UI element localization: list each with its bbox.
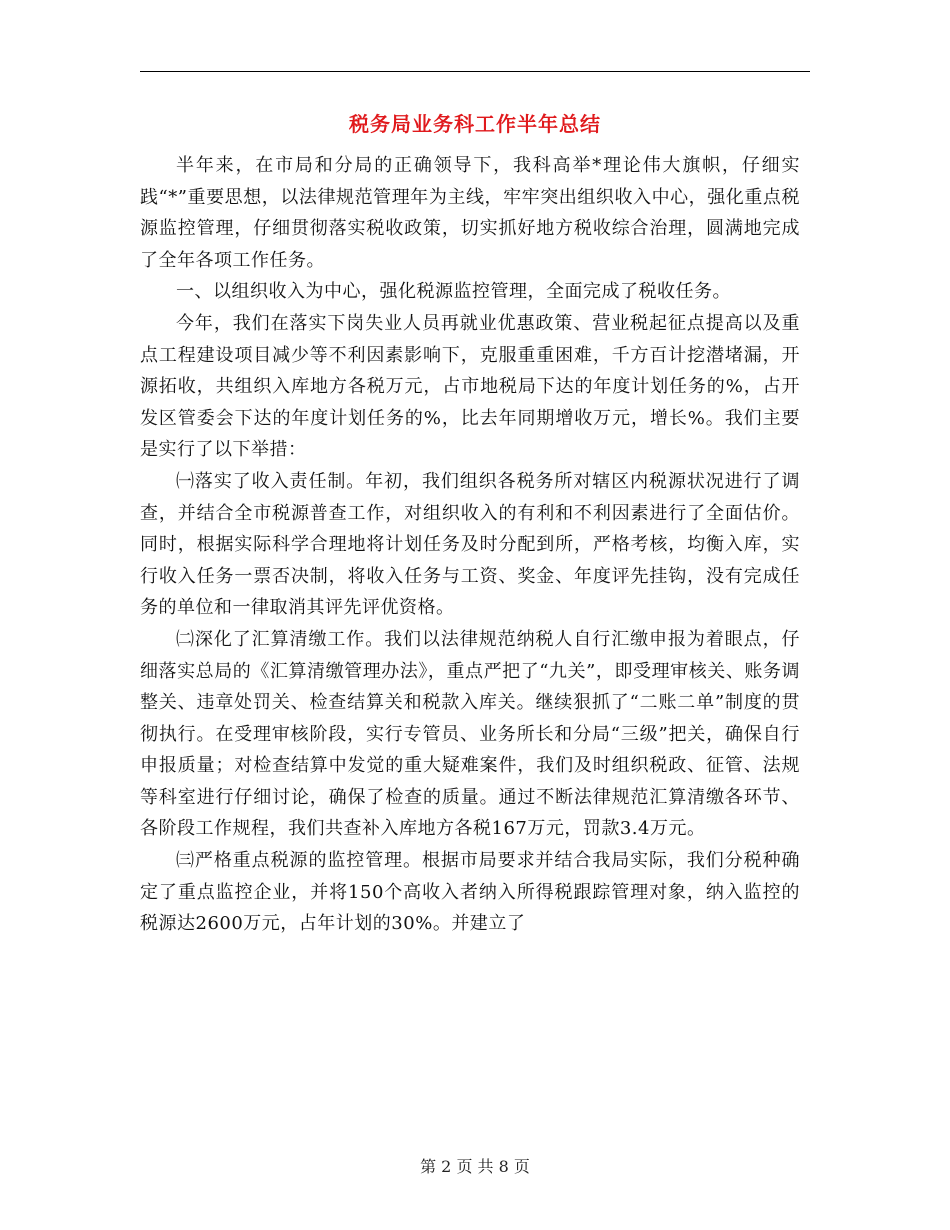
paragraph-item-1: ㈠落实了收入责任制。年初，我们组织各税务所对辖区内税源状况进行了调查，并结合全市税源普查工作，对组织收入的有利和不利因素进行了全面估价。同时，根据实际科学合理地将计划任务及时分配到所，严格考核，均衡入库，实行收入任务一票否决制，将收入任务与工资、奖金、年度评先挂钩，没有完成任务的单位和一律取消其评先评优资格。 <box>140 470 800 619</box>
paragraph-item-2: ㈡深化了汇算清缴工作。我们以法律规范纳税人自行汇缴申报为着眼点，仔细落实总局的《汇算清缴管理办法》，重点严把了“九关”，即受理审核关、账务调整关、违章处罚关、检查结算关和税款入库关。继续狠抓了“二账二单”制度的贯彻执行。在受理审核阶段，实行专管员、业务所长和分局“三级”把关，确保自行申报质量；对检查结算中发觉的重大疑难案件，我们及时组织税政、征管、法规等科室进行仔细讨论，确保了检查的质量。通过不断法律规范汇算清缴各环节、各阶段工作规程，我们共查补入库地方各税167万元，罚款3.4万元。 <box>140 628 800 840</box>
page-number-footer: 第 2 页 共 8 页 <box>420 1157 530 1176</box>
paragraph-item-3: ㈢严格重点税源的监控管理。根据市局要求并结合我局实际，我们分税种确定了重点监控企业，并将150个高收入者纳入所得税跟踪管理对象，纳入监控的税源达2600万元，占年计划的30%。并建立了 <box>140 850 800 935</box>
paragraph-revenue-summary: 今年，我们在落实下岗失业人员再就业优惠政策、营业税起征点提高以及重点工程建设项目减少等不利因素影响下，克服重重困难，千方百计挖潜堵漏，开源拓收，共组织入库地方各税万元，占市地税局下达的年度计划任务的%，占开发区管委会下达的年度计划任务的%，比去年同期增收万元，增长%。我们主要是实行了以下举措： <box>140 312 800 461</box>
document-title: 税务局业务科工作半年总结 <box>349 112 601 136</box>
paragraph-section-heading: 一、以组织收入为中心，强化税源监控管理，全面完成了税收任务。 <box>176 281 731 303</box>
header-rule <box>140 71 810 72</box>
document-body <box>140 150 800 940</box>
paragraph-intro: 半年来，在市局和分局的正确领导下，我科高举*理论伟大旗帜，仔细实践“*”重要思想，以法律规范管理年为主线，牢牢突出组织收入中心，强化重点税源监控管理，仔细贯彻落实税收政策，切实抓好地方税收综合治理，圆满地完成了全年各项工作任务。 <box>140 155 800 271</box>
